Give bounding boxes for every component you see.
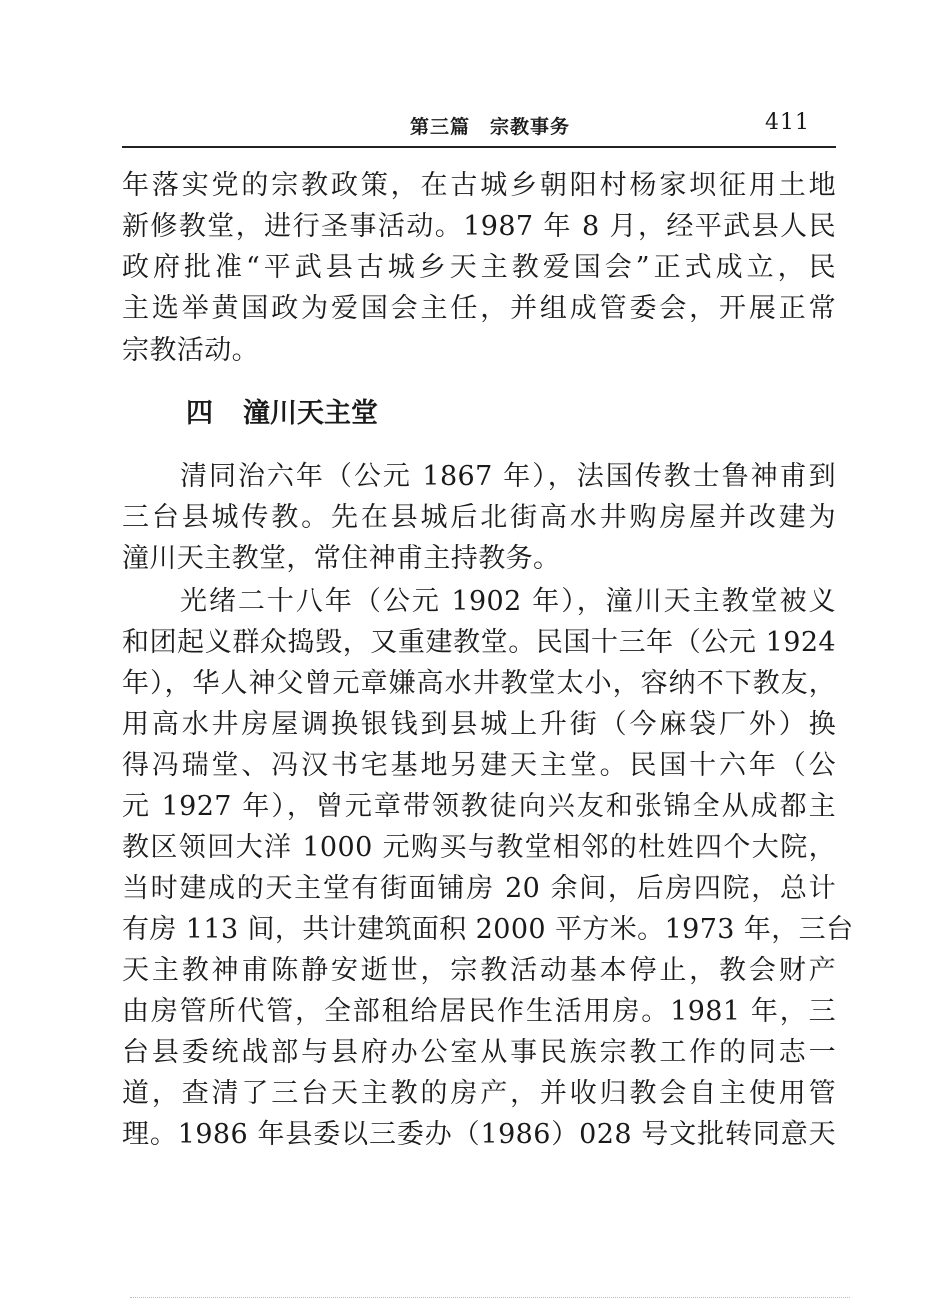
text-line: 潼川天主教堂，常住神甫主持教务。 (122, 543, 561, 574)
text-line: 新修教堂，进行圣事活动。1987 年 8 月，经平武县人民 (122, 211, 836, 242)
text-line: 用高水井房屋调换银钱到县城上升街（今麻袋厂外）换 (122, 709, 836, 740)
text-line: 有房 113 间，共计建筑面积 2000 平方米。1973 年，三台 (122, 914, 854, 945)
section-title: 潼川天主堂 (243, 398, 378, 429)
text-line: 三台县城传教。先在县城后北街高水井购房屋并改建为 (122, 502, 836, 533)
text-line: 天主教神甫陈静安逝世，宗教活动基本停止，教会财产 (122, 955, 836, 986)
text-line: 当时建成的天主堂有街面铺房 20 余间，后房四院，总计 (122, 873, 836, 904)
page-number: 411 (765, 110, 810, 135)
chapter-title: 第三篇 宗教事务 (410, 116, 571, 138)
text-line: 政府批准“平武县古城乡天主教爱国会”正式成立，民 (122, 252, 836, 283)
scan-edge-line (130, 1297, 850, 1298)
text-line: 清同治六年（公元 1867 年），法国传教士鲁神甫到 (122, 461, 836, 492)
section-number: 四 (186, 398, 213, 429)
text-line: 台县委统战部与县府办公室从事民族宗教工作的同志一 (122, 1037, 836, 1068)
text-line: 得冯瑞堂、冯汉书宅基地另建天主堂。民国十六年（公 (122, 750, 836, 781)
text-line: 理。1986 年县委以三委办（1986）028 号文批转同意天 (122, 1119, 836, 1150)
text-line: 元 1927 年），曾元章带领教徒向兴友和张锦全从成都主 (122, 791, 836, 822)
text-line: 年落实党的宗教政策，在古城乡朝阳村杨家坝征用土地 (122, 170, 836, 201)
text-line: 由房管所代管，全部租给居民作生活用房。1981 年，三 (122, 996, 836, 1027)
text-line: 教区领回大洋 1000 元购买与教堂相邻的杜姓四个大院， (122, 832, 836, 863)
running-header (122, 108, 836, 138)
text-line: 主选举黄国政为爱国会主任，并组成管委会，开展正常 (122, 293, 836, 324)
text-line: 和团起义群众捣毁，又重建教堂。民国十三年（公元 1924 (122, 627, 836, 658)
text-line: 宗教活动。 (122, 335, 259, 366)
section-heading (186, 394, 378, 434)
text-line: 光绪二十八年（公元 1902 年），潼川天主教堂被义 (122, 586, 836, 617)
header-rule (122, 146, 836, 148)
text-line: 年），华人神父曾元章嫌高水井教堂太小，容纳不下教友， (122, 668, 836, 699)
text-line: 道，查清了三台天主教的房产，并收归教会自主使用管 (122, 1078, 836, 1109)
